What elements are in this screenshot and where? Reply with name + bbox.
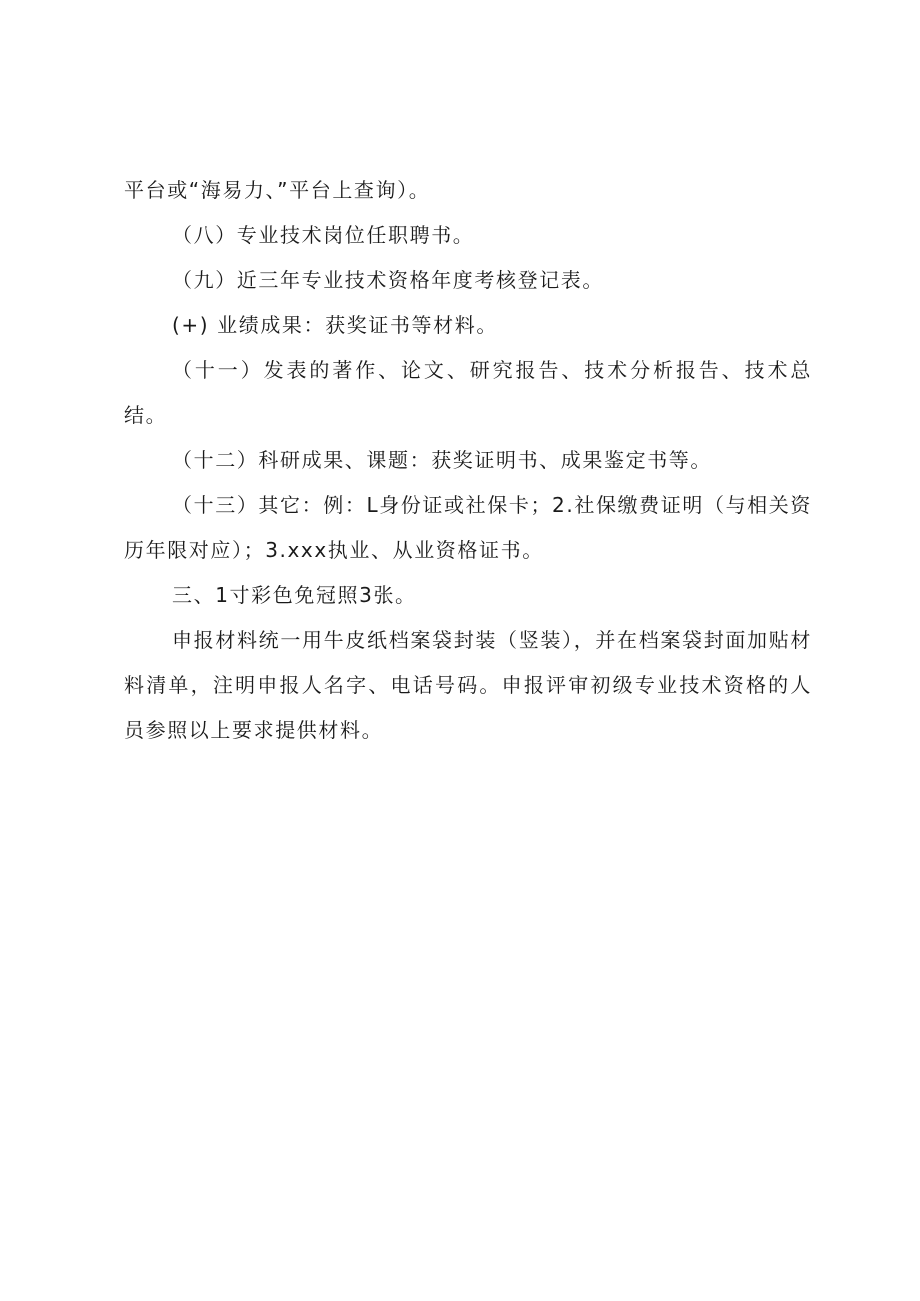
paragraph-item-11: （十一）发表的著作、论文、研究报告、技术分析报告、技术总结。 (124, 358, 812, 427)
paragraph-item-9: （九）近三年专业技术资格年度考核登记表。 (172, 268, 604, 292)
paragraph-item-13: （十三）其它：例：L身份证或社保卡；2.社保缴费证明（与相关资历年限对应）；3.xxx执业、从业资格证书。 (124, 493, 812, 562)
paragraph-section-3: 三、1寸彩色免冠照3张。 (172, 583, 417, 607)
paragraph-item-10: (+) 业绩成果：获奖证书等材料。 (172, 313, 498, 337)
document-body (124, 168, 812, 753)
paragraph-packaging-requirements: 申报材料统一用牛皮纸档案袋封装（竖装），并在档案袋封面加贴材料清单，注明申报人名字、电话号码。申报评审初级专业技术资格的人员参照以上要求提供材料。 (124, 628, 812, 742)
paragraph-item-8: （八）专业技术岗位任职聘书。 (172, 223, 475, 247)
paragraph-item-12: （十二）科研成果、课题：获奖证明书、成果鉴定书等。 (172, 448, 712, 472)
paragraph-platform-query: 平台或“海易力、”平台上查询）。 (124, 178, 431, 202)
